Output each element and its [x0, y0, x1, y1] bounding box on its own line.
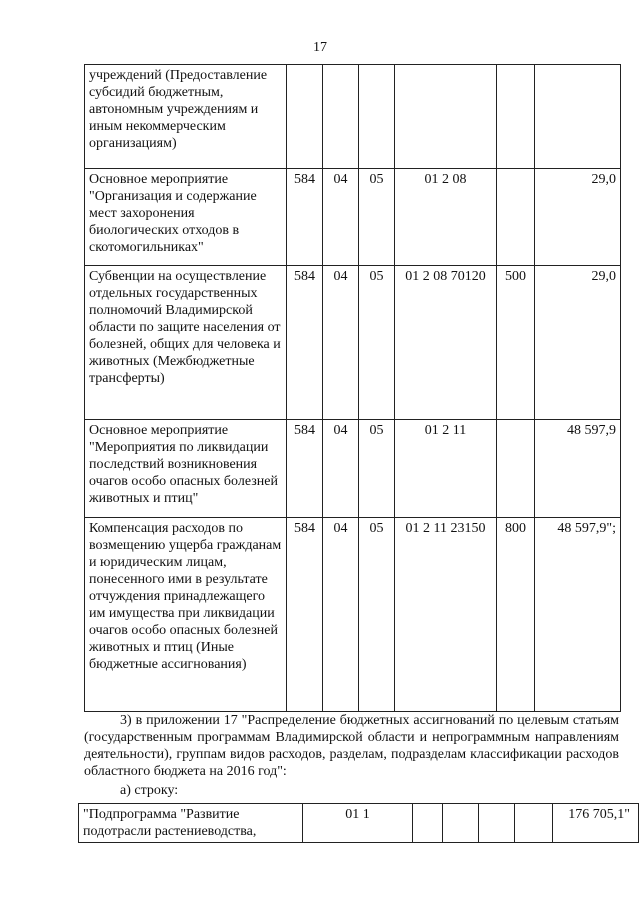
amount-cell: 176 705,1" — [553, 804, 639, 843]
paragraph-3: 3) в приложении 17 "Распределение бюджетных ассигнований по целевым статьям (государственным программам Владимирской области и непрограммным направлениям деятельности), группам видов расходов, разделам, подразделам классификации расходов областного бюджета на 2016 год": — [84, 713, 619, 779]
target-code-cell: 01 2 11 — [395, 420, 497, 518]
section-code-cell: 04 — [323, 169, 359, 266]
expense-type-cell: 800 — [497, 518, 535, 712]
table-row — [85, 266, 621, 420]
ministry-code-cell: 584 — [287, 169, 323, 266]
subsection-code-cell: 05 — [359, 169, 395, 266]
amount-cell: 29,0 — [535, 169, 621, 266]
expense-type-cell — [497, 420, 535, 518]
name-cell: Компенсация расходов по возмещению ущерба гражданам и юридическим лицам, понесенного ими в результате отчуждения принадлежащего им имущества при ликвидации очагов особо опасных болезней животных и птиц (Иные бюджетные ассигнования) — [85, 518, 287, 712]
program-name-cell: "Подпрограмма "Развитие подотрасли растениеводства, — [79, 804, 303, 843]
amount-cell: 48 597,9"; — [535, 518, 621, 712]
target-code-cell: 01 2 08 — [395, 169, 497, 266]
target-code-cell: 01 1 — [303, 804, 413, 843]
ministry-code-cell — [287, 65, 323, 169]
subsection-code-cell — [359, 65, 395, 169]
table-row — [85, 518, 621, 712]
target-code-cell: 01 2 08 70120 — [395, 266, 497, 420]
empty-cell — [479, 804, 515, 843]
target-code-cell — [395, 65, 497, 169]
subparagraph-a: а) строку: — [120, 783, 179, 798]
ministry-code-cell: 584 — [287, 518, 323, 712]
expense-type-cell: 500 — [497, 266, 535, 420]
ministry-code-cell: 584 — [287, 266, 323, 420]
amount-cell: 48 597,9 — [535, 420, 621, 518]
page-number: 17 — [313, 40, 327, 55]
empty-cell — [515, 804, 553, 843]
ministry-code-cell: 584 — [287, 420, 323, 518]
empty-cell — [443, 804, 479, 843]
subsection-code-cell: 05 — [359, 266, 395, 420]
table-row — [85, 65, 621, 169]
amount-cell — [535, 65, 621, 169]
name-cell: учреждений (Предоставление субсидий бюджетным, автономным учреждениям и иным некоммерческим организациям) — [85, 65, 287, 169]
section-code-cell: 04 — [323, 518, 359, 712]
program-table — [78, 803, 639, 843]
name-cell: Основное мероприятие "Организация и содержание мест захоронения биологических отходов в скотомогильниках" — [85, 169, 287, 266]
budget-table — [84, 64, 621, 712]
section-code-cell: 04 — [323, 266, 359, 420]
target-code-cell: 01 2 11 23150 — [395, 518, 497, 712]
section-code-cell: 04 — [323, 420, 359, 518]
expense-type-cell — [497, 169, 535, 266]
table-row — [85, 169, 621, 266]
table-row — [85, 420, 621, 518]
name-cell: Основное мероприятие "Мероприятия по ликвидации последствий возникновения очагов особо опасных болезней животных и птиц" — [85, 420, 287, 518]
expense-type-cell — [497, 65, 535, 169]
table-row — [79, 804, 639, 843]
amount-cell: 29,0 — [535, 266, 621, 420]
subsection-code-cell: 05 — [359, 420, 395, 518]
empty-cell — [413, 804, 443, 843]
subsection-code-cell: 05 — [359, 518, 395, 712]
section-code-cell — [323, 65, 359, 169]
name-cell: Субвенции на осуществление отдельных государственных полномочий Владимирской области по защите населения от болезней, общих для человека и животных (Межбюджетные трансферты) — [85, 266, 287, 420]
